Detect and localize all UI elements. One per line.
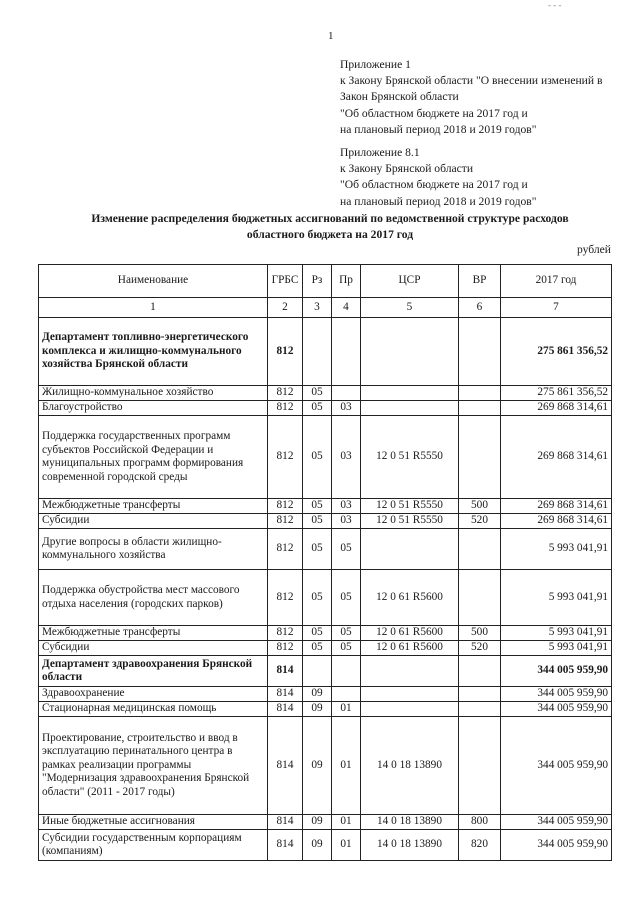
cell-csr: 14 0 18 13890 [361,717,459,815]
appendix-1-line: Закон Брянской области [340,90,459,104]
cell-name: Стационарная медицинская помощь [39,702,268,717]
column-number: 5 [361,298,459,318]
cell-amount: 269 868 314,61 [501,416,612,499]
cell-pr: 03 [332,499,361,514]
cell-name: Субсидии [39,641,268,656]
budget-table [38,264,612,861]
appendix-2-line: на плановый период 2018 и 2019 годов" [340,194,537,208]
cell-amount: 344 005 959,90 [501,815,612,830]
cell-grbs: 814 [268,815,303,830]
cell-csr [361,318,459,386]
cell-grbs: 812 [268,626,303,641]
cell-rz: 09 [303,830,332,861]
table-body [39,318,612,861]
table-row [39,401,612,416]
column-header-pr: Пр [332,265,361,298]
cell-rz: 09 [303,702,332,717]
cell-name: Здравоохранение [39,687,268,702]
cell-vr [459,656,501,687]
cell-grbs: 812 [268,514,303,529]
cell-csr: 14 0 18 13890 [361,830,459,861]
cell-vr: 800 [459,815,501,830]
cell-pr: 01 [332,815,361,830]
cell-rz: 05 [303,626,332,641]
document-title-line: областного бюджета на 2017 год [246,227,414,241]
cell-amount: 344 005 959,90 [501,656,612,687]
cell-vr: 520 [459,641,501,656]
cell-rz: 05 [303,401,332,416]
column-header-name: Наименование [39,265,268,298]
cell-pr: 03 [332,514,361,529]
table-row [39,815,612,830]
appendix-2-line: Приложение 8.1 [340,146,420,159]
cell-grbs: 812 [268,401,303,416]
cell-pr: 01 [332,830,361,861]
corner-mark: - - - [548,0,562,10]
cell-name: Департамент топливно-энергетического комплекса и жилищно-коммунального хозяйства Брянской области [39,318,268,386]
cell-amount: 344 005 959,90 [501,717,612,815]
cell-grbs: 812 [268,416,303,499]
cell-amount: 5 993 041,91 [501,570,612,626]
cell-grbs: 814 [268,702,303,717]
cell-csr: 12 0 61 R5600 [361,626,459,641]
cell-vr [459,416,501,499]
cell-vr [459,570,501,626]
cell-pr [332,386,361,401]
cell-name: Субсидии государственным корпорациям (компаниям) [39,830,268,861]
table-row [39,641,612,656]
cell-csr [361,386,459,401]
cell-name: Поддержка обустройства мест массового отдыха населения (городских парков) [39,570,268,626]
cell-rz [303,656,332,687]
column-number: 6 [459,298,501,318]
cell-amount: 275 861 356,52 [501,318,612,386]
table-row [39,529,612,570]
cell-pr: 03 [332,401,361,416]
table-row [39,514,612,529]
cell-rz: 05 [303,570,332,626]
column-number: 4 [332,298,361,318]
cell-pr: 05 [332,641,361,656]
column-number-row [39,298,612,318]
appendix-1-line: Приложение 1 [340,58,411,71]
cell-vr: 520 [459,514,501,529]
cell-pr [332,687,361,702]
cell-rz: 05 [303,529,332,570]
cell-name: Проектирование, строительство и ввод в эксплуатацию перинатального центра в рамках реализации программы "Модернизация здравоохранения Брянской области" (2011 - 2017 годы) [39,717,268,815]
column-header-year: 2017 год [501,265,612,298]
table-row [39,687,612,702]
cell-vr [459,702,501,717]
cell-csr [361,401,459,416]
cell-grbs: 812 [268,499,303,514]
column-header-vr: ВР [459,265,501,298]
table-row [39,416,612,499]
cell-amount: 269 868 314,61 [501,401,612,416]
cell-amount: 5 993 041,91 [501,529,612,570]
cell-rz: 05 [303,416,332,499]
cell-rz: 05 [303,499,332,514]
cell-vr: 500 [459,499,501,514]
table-row [39,656,612,687]
cell-rz: 09 [303,717,332,815]
cell-grbs: 812 [268,529,303,570]
cell-grbs: 812 [268,570,303,626]
cell-grbs: 812 [268,641,303,656]
cell-vr [459,529,501,570]
cell-name: Жилищно-коммунальное хозяйство [39,386,268,401]
cell-csr: 12 0 61 R5600 [361,641,459,656]
cell-amount: 269 868 314,61 [501,499,612,514]
appendix-1-line: к Закону Брянской области "О внесении изменений в [340,74,603,88]
table-row [39,626,612,641]
table-row [39,499,612,514]
cell-grbs: 814 [268,717,303,815]
cell-amount: 269 868 314,61 [501,514,612,529]
appendix-2-block [340,145,536,210]
cell-pr: 01 [332,702,361,717]
cell-vr: 820 [459,830,501,861]
page-number: 1 [328,30,334,42]
cell-csr: 12 0 61 R5600 [361,570,459,626]
table-row [39,717,612,815]
cell-rz [303,318,332,386]
column-header-csr: ЦСР [361,265,459,298]
table-row [39,830,612,861]
column-header-grbs: ГРБС [268,265,303,298]
column-number: 3 [303,298,332,318]
appendix-1-line: на плановый период 2018 и 2019 годов" [340,122,537,136]
cell-name: Департамент здравоохранения Брянской области [39,656,268,687]
table-row [39,702,612,717]
cell-pr: 03 [332,416,361,499]
cell-amount: 275 861 356,52 [501,386,612,401]
appendix-2-line: "Об областном бюджете на 2017 год и [340,178,528,192]
table-row [39,570,612,626]
cell-csr: 12 0 51 R5550 [361,514,459,529]
cell-grbs: 814 [268,656,303,687]
document-title-line: Изменение распределения бюджетных ассигнований по ведомственной структуре расходов [91,212,569,225]
cell-grbs: 814 [268,830,303,861]
cell-rz: 05 [303,386,332,401]
cell-vr [459,318,501,386]
cell-vr [459,687,501,702]
cell-rz: 09 [303,815,332,830]
cell-amount: 5 993 041,91 [501,641,612,656]
cell-rz: 09 [303,687,332,702]
cell-grbs: 814 [268,687,303,702]
cell-pr: 05 [332,626,361,641]
cell-csr: 14 0 18 13890 [361,815,459,830]
appendix-1-block [340,57,602,138]
cell-vr [459,386,501,401]
appendix-1-line: "Об областном бюджете на 2017 год и [340,106,528,120]
appendix-2-line: к Закону Брянской области [340,162,474,176]
cell-rz: 05 [303,514,332,529]
cell-csr: 12 0 51 R5550 [361,499,459,514]
cell-name: Иные бюджетные ассигнования [39,815,268,830]
cell-pr: 01 [332,717,361,815]
cell-name: Другие вопросы в области жилищно-коммунального хозяйства [39,529,268,570]
cell-amount: 344 005 959,90 [501,830,612,861]
cell-grbs: 812 [268,386,303,401]
column-number: 7 [501,298,612,318]
cell-csr [361,687,459,702]
cell-csr [361,702,459,717]
cell-vr [459,401,501,416]
column-number: 1 [39,298,268,318]
cell-pr [332,318,361,386]
table-header-row [39,265,612,298]
units-label: рублей [576,243,611,256]
table-row [39,318,612,386]
cell-pr [332,656,361,687]
cell-name: Поддержка государственных программ субъектов Российской Федерации и муниципальных программ формирования современной городской среды [39,416,268,499]
cell-pr: 05 [332,570,361,626]
cell-amount: 5 993 041,91 [501,626,612,641]
cell-amount: 344 005 959,90 [501,687,612,702]
cell-csr: 12 0 51 R5550 [361,416,459,499]
cell-vr [459,717,501,815]
cell-name: Межбюджетные трансферты [39,626,268,641]
cell-grbs: 812 [268,318,303,386]
cell-name: Межбюджетные трансферты [39,499,268,514]
cell-name: Субсидии [39,514,268,529]
cell-csr [361,656,459,687]
cell-amount: 344 005 959,90 [501,702,612,717]
document-title [60,211,600,242]
cell-csr [361,529,459,570]
table-row [39,386,612,401]
cell-rz: 05 [303,641,332,656]
cell-vr: 500 [459,626,501,641]
column-number: 2 [268,298,303,318]
column-header-rz: Рз [303,265,332,298]
cell-name: Благоустройство [39,401,268,416]
cell-pr: 05 [332,529,361,570]
